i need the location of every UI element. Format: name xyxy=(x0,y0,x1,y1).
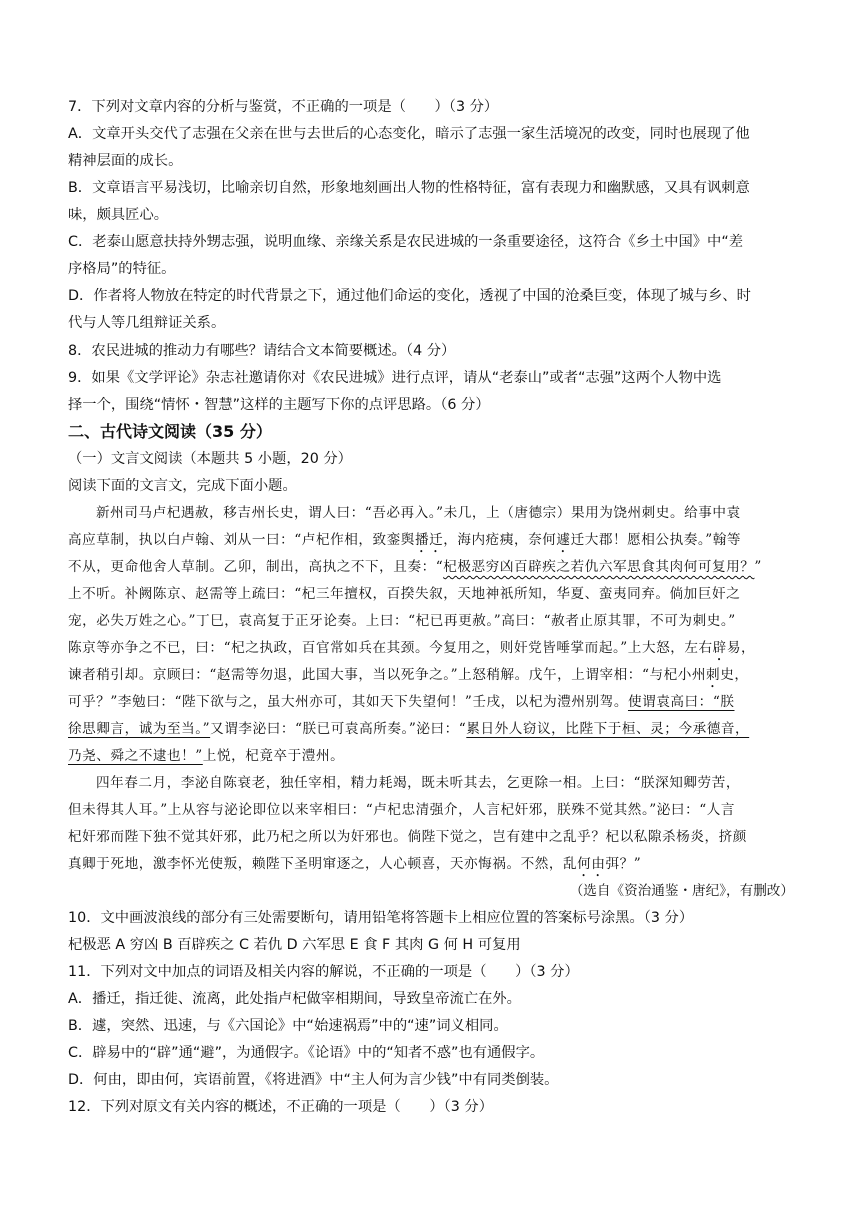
dotted-word: 刺 xyxy=(706,667,721,683)
passage-source: （选自《资治通鉴・唐纪》，有删改） xyxy=(569,883,794,899)
q9-line2: 择一个，围绕“情怀・智慧”这样的主题写下你的点评思路。（6 分） xyxy=(68,397,490,413)
passage-line: 宠，必失万姓之心。”丁巳，袁高复于正牙论奏。上曰：“杞已再更赦。”高曰：“赦者止原其罪，不可为刺史。” xyxy=(68,613,736,629)
q7-option-a-line1: A．文章开头交代了志强在父亲在世与去世后的心态变化，暗示了志强一家生活境况的改变，同时也展现了他 xyxy=(68,126,750,142)
q11-option-b: B．遽，突然、迅速，与《六国论》中“始速祸焉”中的“速”词义相同。 xyxy=(68,1018,508,1034)
passage-line: 新州司马卢杞遇赦，移吉州长史，谓人曰：“吾必再入。”未几，上（唐德宗）果用为饶州刺史。给事中袁 xyxy=(96,505,741,521)
passage-line: 四年春二月，李泌自陈衰老，独任宰相，精力耗竭，既未听其去，乞更除一相。上曰：“朕深知卿劳苦， xyxy=(96,775,740,791)
passage-line: 但未得其人耳。”上从容与泌论即位以来宰相曰：“卢杞忠清强介，人言杞奸邪，朕殊不觉其然。”泌曰：“人言 xyxy=(68,802,736,818)
passage-line: 上不听。补阙陈京、赵需等上疏曰：“杞三年擅权，百揆失叙，天地神祇所知，华夏、蛮夷同弃。倘加巨奸之 xyxy=(68,586,741,602)
dotted-word: 辟 xyxy=(712,640,727,656)
passage-line: 谏者稍引却。京顾曰：“赵需等勿退，此国大事，当以死争之。”上怒稍解。戊午，上谓宰相：“与杞小州刺史， xyxy=(68,667,749,683)
passage-line: 陈京等亦争之不已，曰：“杞之执政，百官常如兵在其颈。今复用之，则奸党皆唾掌而起。”上大怒，左右辟易， xyxy=(68,640,756,656)
q11-option-d: D．何由，即由何，宾语前置，《将进酒》中“主人何为言少钱”中有同类倒装。 xyxy=(68,1072,559,1088)
q11-option-c: C．辟易中的“辟”通“避”，为通假字。《论语》中的“知者不惑”也有通假字。 xyxy=(68,1045,545,1061)
q7-option-d-line2: 代与人等几组辩证关系。 xyxy=(68,315,226,331)
q8-stem: 8．农民进城的推动力有哪些？请结合文本简要概述。（4 分） xyxy=(68,343,456,359)
passage-line: 真卿于死地，激李怀光使叛，赖陛下圣明窜逐之，人心顿喜，天亦悔祸。不然，乱何由弭？” xyxy=(68,856,642,872)
wavy-underlined-text: 杞极恶穷凶百辟疾之若仇六军思食其肉何可复用？ xyxy=(443,559,755,575)
q9-line1: 9．如果《文学评论》杂志社邀请你对《农民进城》进行点评，请从“老泰山”或者“志强”这两个人物中选 xyxy=(68,370,722,386)
q7-stem: 7．下列对文章内容的分析与鉴赏，不正确的一项是（ ）（3 分） xyxy=(68,99,499,115)
reading-instruction: 阅读下面的文言文，完成下面小题。 xyxy=(68,478,297,494)
q7-option-c-line1: C．老泰山愿意扶持外甥志强，说明血缘、亲缘关系是农民进城的一条重要途径，这符合《乡土中国》中“差 xyxy=(68,234,744,250)
q7-option-d-line1: D．作者将人物放在特定的时代背景之下，通过他们命运的变化，透视了中国的沧桑巨变，体现了城与乡、时 xyxy=(68,288,751,304)
underlined-text: 使谓袁高曰：“朕 xyxy=(627,694,735,710)
underlined-text: 徐思卿言，诚为至当。” xyxy=(68,721,211,737)
passage-line: 徐思卿言，诚为至当。”又谓李泌曰：“朕已可袁高所奏。”泌曰：“累日外人窃议，比陛下于桓、灵；今承德音， xyxy=(68,721,750,737)
underlined-text: 累日外人窃议，比陛下于桓、灵；今承德音， xyxy=(466,721,750,737)
passage-line: 乃尧、舜之不逮也！”上悦，杞竟卒于澧州。 xyxy=(68,748,345,764)
subsection-title: （一）文言文阅读（本题共 5 小题，20 分） xyxy=(68,451,352,467)
q12-stem: 12．下列对原文有关内容的概述，不正确的一项是（ ）（3 分） xyxy=(68,1099,493,1115)
passage-line: 不从，更命他舍人草制。乙卯，制出，高执之不下，且奏：“杞极恶穷凶百辟疾之若仇六军思食其肉何可复用？” xyxy=(68,559,762,575)
q11-stem: 11．下列对文中加点的词语及相关内容的解说，不正确的一项是（ ）（3 分） xyxy=(68,964,579,980)
dotted-word: 遽 xyxy=(556,532,571,548)
section-title: 二、古代诗文阅读（35 分） xyxy=(68,422,272,441)
passage-line: 可乎？”李勉曰：“陛下欲与之，虽大州亦可，其如天下失望何！”壬戌，以杞为澧州别驾。使谓袁高曰：“朕 xyxy=(68,694,735,710)
q10-options: 杞极恶 A 穷凶 B 百辟疾之 C 若仇 D 六军思 E 食 F 其肉 G 何 H 可复用 xyxy=(68,937,521,953)
q7-option-a-line2: 精神层面的成长。 xyxy=(68,153,183,169)
passage-line: 杞奸邪而陛下独不觉其奸邪，此乃杞之所以为奸邪也。倘陛下觉之，岂有建中之乱乎？杞以私隙杀杨炎，挤颜 xyxy=(68,829,747,845)
q7-option-b-line2: 味，颇具匠心。 xyxy=(68,207,169,223)
underlined-text: 乃尧、舜之不逮也！” xyxy=(68,748,203,764)
q7-option-c-line2: 序格局”的特征。 xyxy=(68,261,176,277)
q11-option-a: A．播迁，指迁徙、流离，此处指卢杞做宰相期间，导致皇帝流亡在外。 xyxy=(68,991,521,1007)
dotted-word: 播迁 xyxy=(414,532,444,548)
q10-stem: 10．文中画波浪线的部分有三处需要断句，请用铅笔将答题卡上相应位置的答案标号涂黑。（3 分） xyxy=(68,910,694,926)
dotted-word: 何由 xyxy=(577,856,606,872)
q7-option-b-line1: B．文章语言平易浅切，比喻亲切自然，形象地刻画出人物的性格特征，富有表现力和幽默感，又具有讽刺意 xyxy=(68,180,750,196)
passage-line: 高应草制，执以白卢翰、刘从一曰：“卢杞作相，致銮舆播迁，海内疮痍，奈何遽迁大郡！愿相公执奏。”翰等 xyxy=(68,532,741,548)
